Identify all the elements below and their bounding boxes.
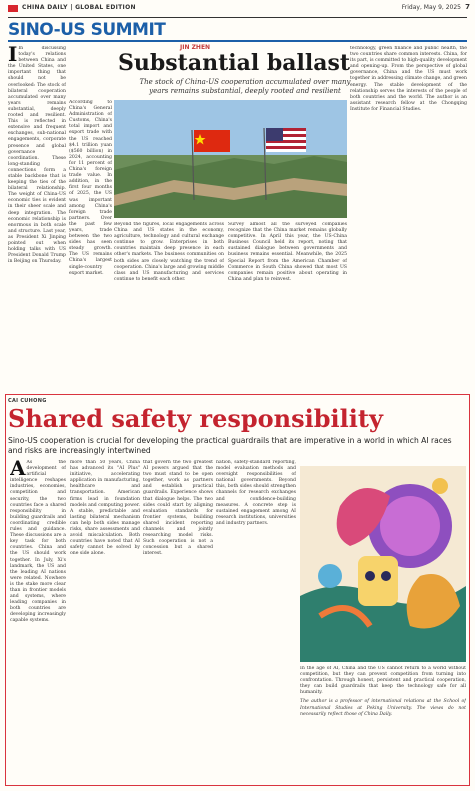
- article1-byline: JIN ZHEN: [180, 44, 211, 51]
- issue-date: Friday, May 9, 2025: [401, 4, 461, 11]
- article1-column-4: [228, 222, 347, 390]
- article2-col2-text: more than 50 years, China has advanced its "AI Plus" initiative, accelerating application in manufacturing, healthcare and transportation. American firms lead in foundation models and computing power. A stable, predictable and lasting bilateral mechanism can help both sides manage risks, share assessments and avoid miscalculation. Both countries have noted that AI safety cannot be solved by one side alone.: [70, 460, 140, 557]
- header-rule: [8, 17, 467, 18]
- article2-deck: Sino-US cooperation is crucial for developing the practical guardrails that are imperative in a world in which AI races and risks are increasingly intertwined: [8, 436, 452, 455]
- article2-column-1: A As the development of artificial intelligence reshapes industries, economies, competition and security, the two countries face a shared responsibility in building guardrails and coordinating credible rules and guidance. These discussions are a key task for both countries. China and the US should work together. In July, Xi's landmark, the US and the leading AI nations were related. Nowhere is the stake more clear than in frontier models and systems, where leading companies in both countries are developing increasingly capable systems.: [10, 460, 66, 624]
- ai-illustration: [300, 466, 466, 662]
- article2-col3-text: that govern the two greatest AI powers argued that the two must stand to be open together, work as partners and establish practical guardrails. Experience shows that dialogue helps. The two sides could start by aligning evaluation standards for frontier systems, building shared incident reporting channels and jointly researching model risks. Such cooperation is not a concession but a shared interest.: [143, 460, 213, 557]
- article1-col1-text: In discussing today's relations between China and the United States, one important thing that should not be overlooked: The stock of bilateral cooperation accumulated over many years remains substantial, deeply rooted and resilient. This is reflected in extensive and frequent exchanges, sub-national engagements, corporate presence and global governance coordination. These long-standing connections form a stable backbone that is keeping the ties of the bilateral relationship. The weight of China-US economic ties is evident in their sheer scale and deep integration. The economic relationship is enormous in both scale and structure. Last year, as President Xi Jinping pointed out when holding talks with US President Donald Trump in Beijing on Thursday.: [8, 46, 66, 265]
- section-underline: [8, 40, 467, 42]
- ai-robot-illustration: [300, 466, 466, 662]
- article1-column-2: [69, 100, 112, 390]
- article1-column-5: [350, 46, 467, 390]
- great-wall-flags-photo: [114, 100, 347, 218]
- article1-col2-text: According to China's General Administration of Customs, China's total import and export trade with the US reached $4.1 trillion yuan ($560 billion) in 2024, accounting for 11 percent of China's foreign trade value. In addition, in the first four months of 2025, the US was important among China's foreign trade partners. Over the past few years, trade between the two sides has seen steady growth. The US remains China's largest single-country export market.: [69, 100, 112, 276]
- article2-column-2: [70, 460, 140, 780]
- article2-column-5: [300, 666, 466, 780]
- article1-deck: The stock of China-US cooperation accumulated over many years remains substantial, deeply rooted and resilient: [139, 78, 351, 95]
- article2-col5-text: In the age of AI, China and the US cannot return to a world without competition, but they can prevent competition from turning into confrontation. Through honest, persistent and practical cooperation, they can build guardrails that keep the technology safe for all humanity.: [300, 666, 466, 696]
- page-number: 7: [465, 3, 470, 11]
- article2-column-4: [216, 460, 296, 780]
- article1-col3-text: Beyond the figures, local engagements across China and US states in the economy, agriculture, technology and cultural exchange continue to grow. Enterprises in both countries maintain deep presence in each other's markets. The business communities on both sides are closely watching the trend of cooperation. China's large and growing middle class and US manufacturing and services continue to benefit each other.: [114, 222, 224, 282]
- article2-column-3: [143, 460, 213, 780]
- article1-col4-text: Survey almost all the surveyed companies recognize that the China market remains globally competitive. In April this year, the US-China Business Council held its report, noting that sustained dialogue between governments and business remains essential. Meanwhile, the 2025 Special Report from the American Chamber of Commerce in South China showed that most US companies remain positive about operating in China and plan to reinvest.: [228, 222, 347, 282]
- article1-col5-text: technology, green finance and public health, the two countries share common interests. China, for its part, is committed to high-quality development and opening-up. From the perspective of global governance, China and the US must work together in addressing climate change, and green energy. The stable development of the relationship serves the interests of the people of both countries and the world. The author is an assistant research fellow at the Chongqing Institute for Financial Studies.: [350, 46, 467, 112]
- article1-column-1: I In discussing today's relations between China and the United States, one important thing that should not be overlooked: The stock of bilateral cooperation accumulated over many years remains substantial, deeply rooted and resilient. This is reflected in extensive and frequent exchanges, sub-national engagements, corporate presence and global governance coordination. These long-standing connections form a stable backbone that is keeping the ties of the bilateral relationship. The weight of China-US economic ties is evident in their sheer scale and deep integration. The economic relationship is enormous in both scale and structure. Last year, as President Xi Jinping pointed out when holding talks with US President Donald Trump in Beijing on Thursday.: [8, 46, 66, 265]
- paper-name: CHINA DAILY | GLOBAL EDITION: [22, 4, 136, 11]
- section-title: SINO-US SUMMIT: [8, 20, 166, 40]
- article2-author-note: The author is a professor of international relations at the School of International Studies at Peking University. The views do not necessarily reflect those of China Daily.: [300, 699, 466, 717]
- article2-author-tag: CAI CUHONG: [8, 398, 47, 404]
- china-daily-flag-icon: [8, 5, 18, 12]
- article1-column-3: [114, 222, 224, 390]
- article2-col4-text: nation, safety-standard reporting, model evaluation methods and oversight responsibilities of national governments. Beyond this, both sides should strengthen channels for research exchanges and confidence-building measures. A concrete step is sustained engagement among AI research institutions, universities and industry partners.: [216, 460, 296, 526]
- article2-headline: Shared safety responsibility: [8, 404, 383, 433]
- great-wall-flags-image: [114, 100, 347, 218]
- article1-headline: Substantial ballast: [118, 50, 351, 76]
- article2-col1-text: As the development of artificial intelligence reshapes industries, economies, competition and security, the two countries face a shared responsibility in building guardrails and coordinating credible rules and guidance. These discussions are a key task for both countries. China and the US should work together. In July, Xi's landmark, the US and the leading AI nations were related. Nowhere is the stake more clear than in frontier models and systems, where leading companies in both countries are developing increasingly capable systems.: [10, 460, 66, 624]
- masthead-bar: [0, 0, 475, 18]
